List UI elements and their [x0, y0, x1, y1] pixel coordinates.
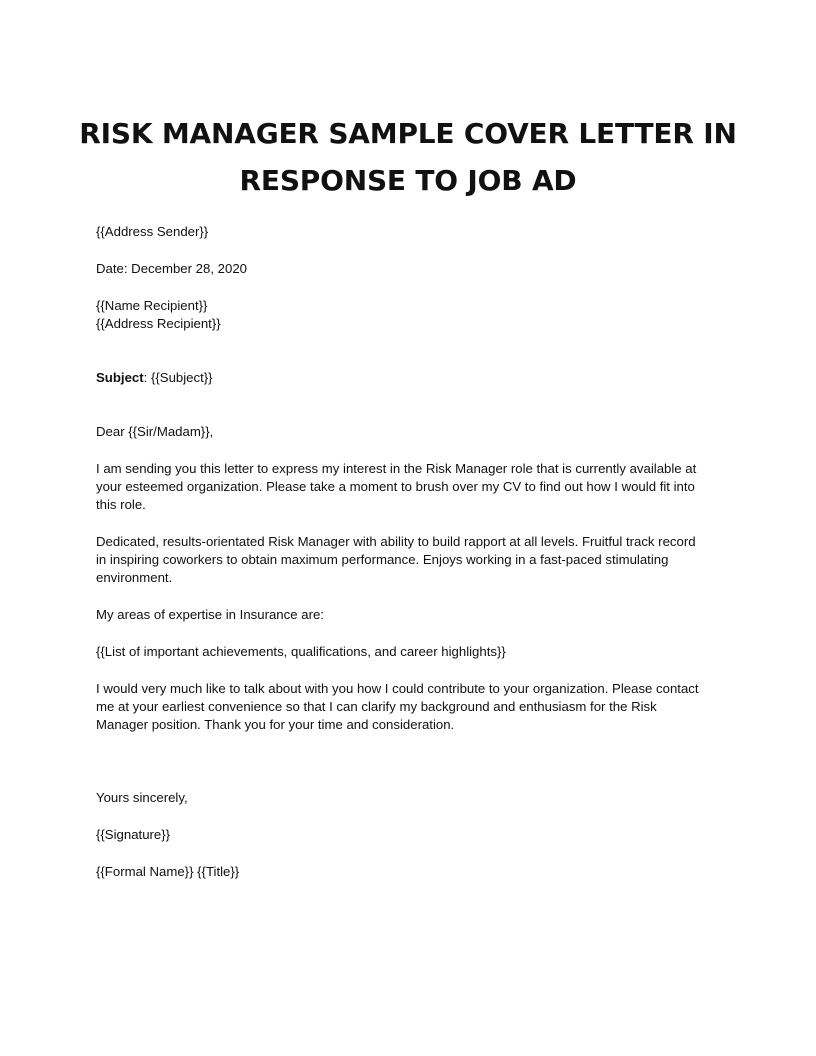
title-line-1: RISK MANAGER SAMPLE COVER LETTER IN — [79, 117, 737, 150]
salutation: Dear {{Sir/Madam}}, — [96, 424, 214, 439]
paragraph-line: I am sending you this letter to express my interest in the Risk Manager role that is currently available at — [96, 461, 697, 476]
subject-value: : {{Subject}} — [143, 370, 213, 385]
subject-label: Subject — [96, 370, 144, 385]
paragraph-line: Manager position. Thank you for your time and consideration. — [96, 717, 455, 732]
title-line-2: RESPONSE TO JOB AD — [239, 164, 577, 197]
address-recipient: {{Address Recipient}} — [96, 316, 221, 331]
formal-name-title: {{Formal Name}} {{Title}} — [96, 864, 240, 879]
closing: Yours sincerely, — [96, 790, 188, 805]
signature-placeholder: {{Signature}} — [96, 827, 171, 842]
paragraph-interest — [96, 460, 726, 514]
paragraph-line: your esteemed organization. Please take a moment to brush over my CV to find out how I would fit into — [96, 479, 695, 494]
paragraph-line: me at your earliest convenience so that I can clarify my background and enthusiasm for the Risk — [96, 699, 657, 714]
paragraph-profile — [96, 533, 726, 587]
paragraph-line: I would very much like to talk about with you how I could contribute to your organization. Please contact — [96, 681, 699, 696]
document-title — [60, 110, 756, 204]
letter-body — [96, 223, 726, 881]
subject-line — [96, 369, 726, 387]
expertise-intro: My areas of expertise in Insurance are: — [96, 607, 324, 622]
address-sender: {{Address Sender}} — [96, 224, 209, 239]
paragraph-line: environment. — [96, 570, 173, 585]
letter-date: Date: December 28, 2020 — [96, 261, 248, 276]
paragraph-line: Dedicated, results-orientated Risk Manager with ability to build rapport at all levels. Fruitful track record — [96, 534, 696, 549]
achievements-placeholder: {{List of important achievements, qualifications, and career highlights}} — [96, 644, 506, 659]
paragraph-contact — [96, 680, 726, 734]
name-recipient: {{Name Recipient}} — [96, 298, 208, 313]
paragraph-line: this role. — [96, 497, 146, 512]
paragraph-line: in inspiring coworkers to obtain maximum performance. Enjoys working in a fast-paced stimulating — [96, 552, 669, 567]
